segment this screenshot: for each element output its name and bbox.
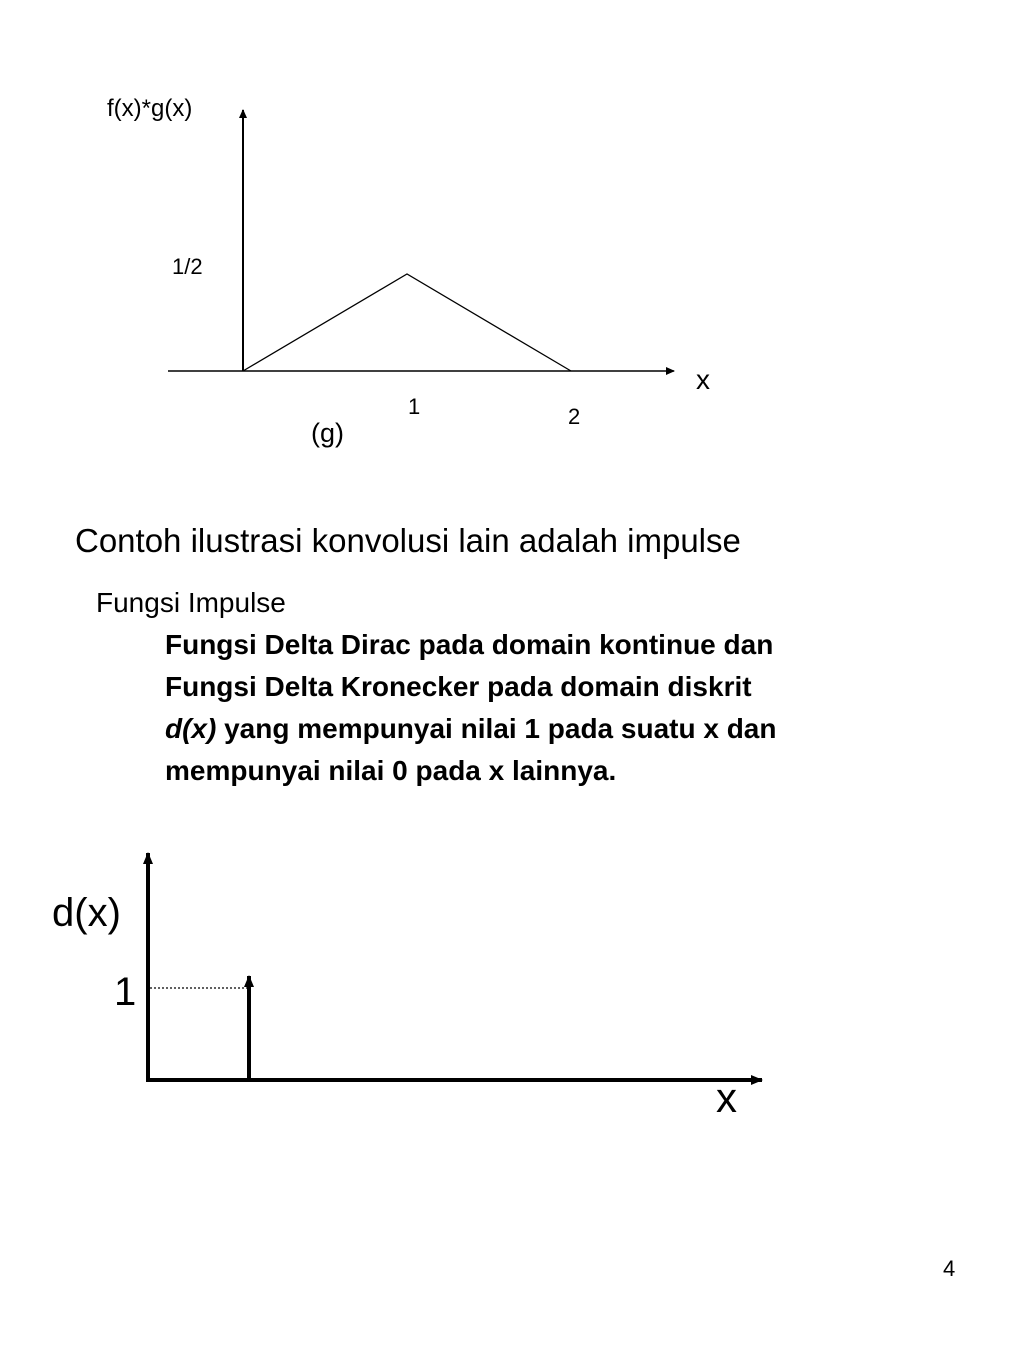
- definition-text: yang mempunyai nilai 1 pada suatu x dan: [216, 713, 777, 744]
- top-y-axis-label: f(x)*g(x): [107, 95, 193, 122]
- definition-line: Fungsi Delta Kronecker pada domain diskrit: [165, 671, 752, 702]
- section-heading: Contoh ilustrasi konvolusi lain adalah impulse: [75, 522, 741, 559]
- definition-line: [165, 708, 945, 750]
- definition-line: mempunyai nilai 0 pada x lainnya.: [165, 755, 617, 786]
- bottom-y-tick-label: 1: [114, 970, 137, 1014]
- top-x-axis-label: x: [696, 364, 710, 395]
- definition-line: Fungsi Delta Dirac pada domain kontinue dan: [165, 629, 774, 660]
- function-name: d(x): [165, 713, 217, 744]
- figure-caption: (g): [311, 418, 344, 448]
- bottom-x-axis-label: x: [716, 1074, 737, 1121]
- top-x-tick-label: 1: [408, 394, 421, 419]
- top-x-tick-label: 2: [568, 404, 581, 429]
- bottom-y-axis-label: d(x): [52, 891, 121, 935]
- triangle-line: [243, 274, 571, 371]
- definition-paragraph: [165, 624, 945, 792]
- top-y-tick-label: 1/2: [172, 254, 203, 279]
- page-number: 4: [943, 1256, 956, 1281]
- section-subheading: Fungsi Impulse: [96, 587, 286, 618]
